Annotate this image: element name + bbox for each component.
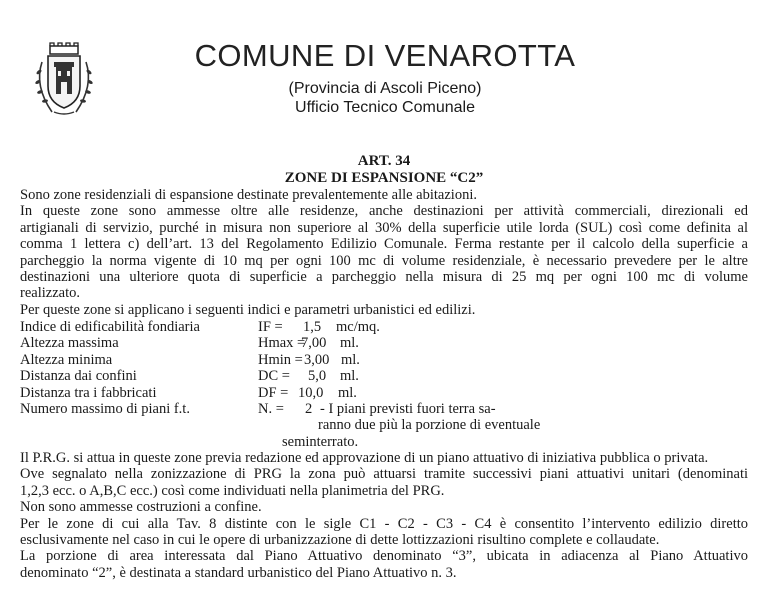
paragraph: In queste zone sono ammesse oltre alle residenze, anche destinazioni per attività commerciali, direzionali ed artigianali di servizio, purché in misura non superiore al 30% della superficie utile lorda (SUL) così come definita al comma 1 lettera c) dell’art. 13 del Regolamento Edilizio Comunale. Ferma restante per il calcolo della superficie a parcheggio la norma vigente di 10 mq per ogni 100 mc di volume residenziale, è necessario prevedere per le altre destinazioni una ulteriore quota di superficie a parcheggio nella misura di 25 mq per ogni 100 mc di volume realizzato. [20,203,748,302]
paragraph: Il P.R.G. si attua in queste zone previa redazione ed approvazione di un piano attuativo di iniziativa pubblica o privata. [20,450,709,466]
parameter-value: 2 [305,400,313,417]
parameter-unit: ml. [341,351,360,368]
parameter-label: Numero massimo di piani f.t. [20,400,190,417]
parameter-unit: - I piani previsti fuori terra sa- [320,400,496,417]
paragraph: Per queste zone si applicano i seguenti indici e parametri urbanistici ed edilizi. [20,301,476,318]
parameter-symbol: Hmax = [258,335,306,352]
article-text-top [20,187,748,318]
paragraph: La porzione di area interessata dal Piano Attuativo denominato “3”, ubicata in adiacenza al Piano Attuativo denominato “2”, è destinata a standard urbanistico del Piano Attuativo n. 3. [20,548,748,581]
parameter-symbol: DF = [258,384,289,401]
parameter-unit: ml. [338,384,357,401]
municipality-name: COMUNE DI VENAROTTA [194,38,576,73]
province-subtitle: (Provincia di Ascoli Piceno) [288,80,482,97]
office-subtitle: Ufficio Tecnico Comunale [295,99,475,116]
parameter-label: Distanza tra i fabbricati [20,384,157,401]
parameter-label: Altezza minima [20,351,113,368]
article-text-bottom [20,450,748,581]
article-number: ART. 34 [357,153,411,169]
paragraph: Per le zone di cui alla Tav. 8 distinte con le sigle C1 - C2 - C3 - C4 è consentito l’intervento edilizio diretto esclusivamente nel caso in cui le opere di urbanizzazione di dette lottizzazioni risultino complete e collaudate. [20,515,748,548]
parameter-value: 3,00 [304,351,330,368]
parameter-label: Distanza dai confini [20,368,137,385]
paragraph: Sono zone residenziali di espansione destinate prevalentemente alle abitazioni. [20,187,477,203]
parameter-unit: ml. [340,368,359,385]
parameter-value: 7,00 [301,335,327,352]
parameter-unit: ml. [340,335,359,352]
parameter-unit: mc/mq. [336,319,380,335]
article-title: ZONE DI ESPANSIONE “C2” [284,170,484,186]
parameter-value: 5,0 [308,368,327,385]
parameter-symbol: N. = [258,400,284,417]
parameter-value: 10,0 [298,384,324,401]
parameter-symbol: IF = [258,319,283,335]
parameter-value: 1,5 [303,319,322,335]
municipal-crest-emblem [28,42,100,120]
parameter-symbol: Hmin = [258,351,303,368]
parameter-label: Altezza massima [20,335,119,352]
parameter-label: Indice di edificabilità fondiaria [20,319,200,335]
parameter-symbol: DC = [258,368,290,385]
paragraph: Ove segnalato nella zonizzazione di PRG la zona può attuarsi tramite successivi piani attuativi unitari (denominati 1,2,3 ecc. o A,B,C ecc.) così come individuati nella planimetria del PRG. [20,466,748,499]
paragraph: Non sono ammesse costruzioni a confine. [20,499,262,516]
